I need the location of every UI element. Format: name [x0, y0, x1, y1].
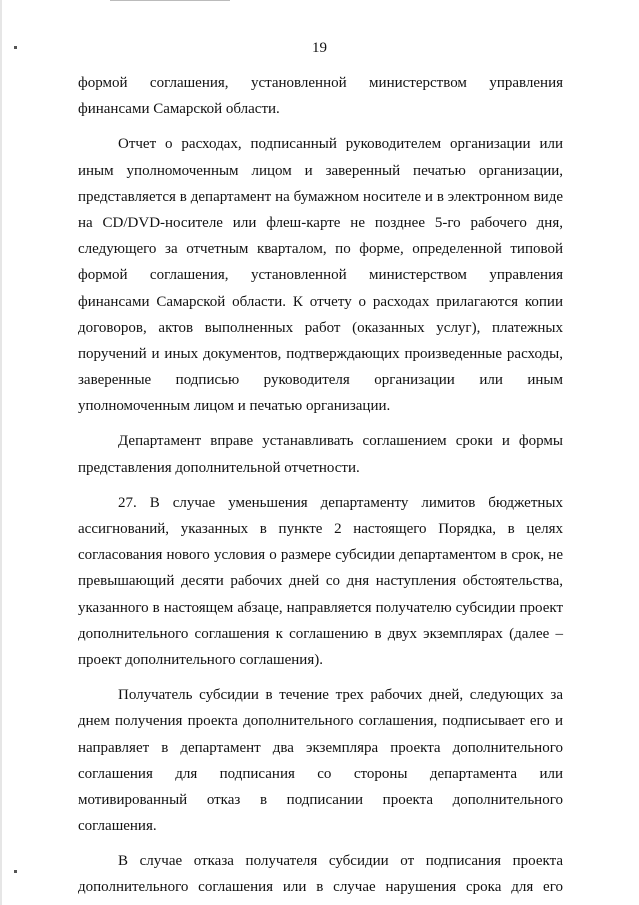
scan-top-rule: [110, 0, 230, 1]
text-line: представляется в департамент на бумажном носителе и в электронном виде: [78, 188, 563, 205]
text-line: согласования нового условия о размере субсидии департаментом в срок, не: [78, 547, 563, 564]
paragraph: [78, 428, 563, 480]
text-line: следующего за отчетным кварталом, по форме, определенной типовой: [78, 241, 563, 258]
text-line: поручений и иных документов, подтверждающих произведенные расходы,: [78, 345, 563, 362]
text-line: мотивированный отказ в подписании проекта дополнительного: [78, 791, 563, 808]
text-line: Отчет о расходах, подписанный руководителем организации или: [118, 136, 563, 153]
text-line: дополнительного соглашения или в случае нарушения срока для его: [78, 879, 563, 896]
text-line: Департамент вправе устанавливать соглашением сроки и формы: [118, 433, 563, 450]
text-line: соглашения.: [78, 818, 157, 835]
text-line: заверенные подписью руководителя организации или иным: [78, 372, 563, 389]
text-line: финансами Самарской области.: [78, 101, 280, 118]
text-line: дополнительного соглашения к соглашению в двух экземплярах (далее –: [78, 625, 563, 642]
paragraph: [78, 848, 563, 900]
text-line: днем получения проекта дополнительного соглашения, подписывает его и: [78, 713, 563, 730]
text-line: соглашения для подписания со стороны департамента или: [78, 765, 563, 782]
text-line: представления дополнительной отчетности.: [78, 459, 360, 476]
text-line: Получатель субсидии в течение трех рабочих дней, следующих за: [118, 687, 563, 704]
paragraph: [78, 682, 563, 839]
paragraph: [78, 70, 563, 122]
text-line: формой соглашения, установленной министерством управления: [78, 75, 563, 91]
paragraph: [78, 131, 563, 419]
text-line: финансами Самарской области. К отчету о расходах прилагаются копии: [78, 293, 563, 310]
scan-speck: [14, 870, 17, 873]
document-body: [78, 70, 563, 901]
text-line: иным уполномоченным лицом и заверенный печатью организации,: [78, 162, 563, 179]
text-line: ассигнований, указанных в пункте 2 настоящего Порядка, в целях: [78, 521, 563, 537]
text-line: указанного в настоящем абзаце, направляется получателю субсидии проект: [78, 599, 563, 616]
scan-edge: [0, 0, 2, 905]
text-line: договоров, актов выполненных работ (оказанных услуг), платежных: [78, 319, 563, 336]
text-line: В случае отказа получателя субсидии от подписания проекта: [118, 853, 563, 870]
text-line: проект дополнительного соглашения).: [78, 651, 323, 668]
text-line: 27. В случае уменьшения департаменту лимитов бюджетных: [118, 494, 563, 511]
text-line: на CD/DVD-носителе или флеш-карте не позднее 5-го рабочего дня,: [78, 214, 563, 231]
paragraph: [78, 490, 563, 673]
text-line: формой соглашения, установленной министерством управления: [78, 267, 563, 284]
text-line: уполномоченным лицом и печатью организации.: [78, 398, 391, 415]
page-number: 19: [312, 40, 327, 56]
text-line: направляет в департамент два экземпляра проекта дополнительного: [78, 739, 563, 756]
text-line: превышающий десяти рабочих дней со дня наступления обстоятельства,: [78, 573, 563, 590]
